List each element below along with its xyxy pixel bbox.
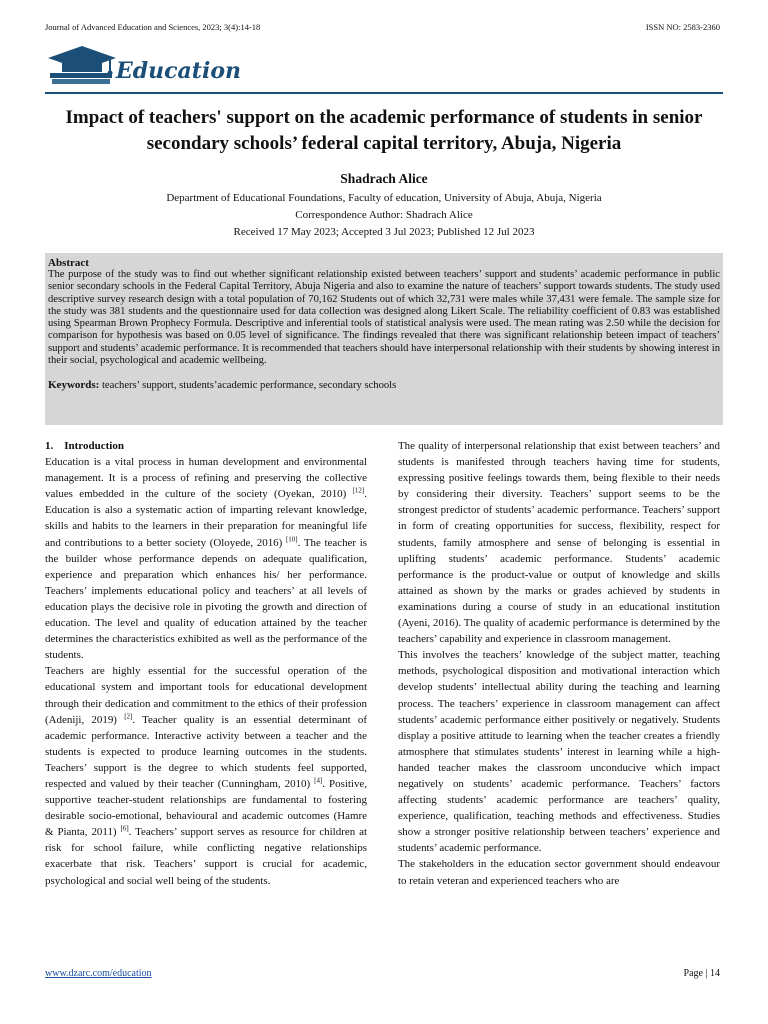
abstract-text: The purpose of the study was to find out whether significant relationship existed between teachers’ support and students’ academic performance in public senior secondary schools in the Federal Capital Territory, Abuja Nigeria and also to examine the nature of teachers’ support towards students. The study used descriptive survey research design with a total population of 70,162 Students out of which 32,731 were males while 37,431 were female. The sample size for the study was 381 students and the questionnaire used for data collection was designed along Likert Scale. The reliability coefficient of 0.83 was established using Spearman Brown Prophecy Formula. Descriptive and inferential tools of statistical analysis were used. The mean rating was 2.50 while the decision for comparison for hypothesis was based on 0.05 level of significance. The findings revealed that there was significant relationship beteen impact of teachers’ support and students’ academic performance. It is recommended that teachers should have interpersonal relationship with their students by showing interest in their social, psychological and academic wellbeing. bbox=[48, 269, 720, 367]
paper-title: Impact of teachers' support on the academic performance of students in senior secondary schools’ federal capital territory, Abuja, Nigeria bbox=[65, 107, 703, 154]
abstract-heading: Abstract bbox=[48, 257, 89, 269]
paragraph: Teachers are highly essential for the successful operation of the educational system and important tools for educational development through their dedication and commitment to the ethics of their profession (Adeniji, 2019) [2]. Teacher quality is an essential determinant of academic performance. Interactive activity between a teacher and the students is expected to produce learning outcomes in the students. Teachers’ support is the degree to which students feel supported, respected and valued by their teacher (Cunningham, 2010) [4]. Positive, supportive teacher-student relationships are fundamental to fostering desirable socio-emotional, behavioural and academic outcomes (Hamre & Pianta, 2011) [6]. Teachers’ support serves as resource for children at risk for school failure, while conflicting negative relationships exacerbate that risk. Teachers’ support is crucial for academic, psychological and social well being of the students. bbox=[45, 665, 368, 887]
issn-number: ISSN NO: 2583-2360 bbox=[645, 22, 720, 32]
section-heading: 1. Introduction bbox=[45, 440, 124, 452]
paragraph: The stakeholders in the education sector government should endeavour to retain veteran and experienced teachers who are bbox=[398, 858, 720, 887]
abstract-box bbox=[45, 253, 723, 425]
paragraph: Education is a vital process in human development and environmental management. It is a process of refining and preserving the collective values embedded in the culture of the society (Oyekan, 2010) [12]. Education is also a systematic action of imparting relevant knowledge, skills and habits to the learners in their preparation for meaningful life and contributions to a better society (Oloyede, 2016) [10]. The teacher is the builder whose performance depends on adequate qualification, experience and preparation which enhances his/ her performance. Teachers’ implements educational policy and teachers’ at all levels of education plays the decisive role in pivoting the growth and direction of education. The level and quality of education attained by the teacher determines the characteristics exhibited as well as the performance of the students. bbox=[45, 456, 367, 662]
left-column bbox=[45, 438, 367, 889]
citation-ref[interactable]: [4] bbox=[314, 776, 323, 785]
keywords-list: teachers’ support, students’academic performance, secondary schools bbox=[101, 380, 397, 392]
citation-ref[interactable]: [10] bbox=[285, 534, 298, 543]
keywords-line bbox=[48, 379, 720, 391]
author-name: Shadrach Alice bbox=[340, 171, 428, 186]
citation-ref[interactable]: [2] bbox=[124, 711, 133, 720]
affiliation: Department of Educational Foundations, Faculty of education, University of Abuja, Abuja, Nigeria bbox=[166, 192, 602, 204]
journal-citation: Journal of Advanced Education and Sciences, 2023; 3(4):14-18 bbox=[45, 22, 261, 32]
paragraph: This involves the teachers’ knowledge of the subject matter, teaching methods, psychological disposition and motivational interaction which develop students’ intellectual ability during the teaching and learning process. The teachers’ experience in classroom management can affect students’ academic performance either positively or negatively. Students display a positive attitude to learning when the teacher creates a friendly atmosphere that stimulates students’ interest in learning while a high-handed teacher makes the classroom unconducive which impact negatively on students’ academic performance. Teachers’ factors affecting students’ academic performance are teachers’ quality, experience, qualification, teaching methods and effectiveness. Studies show a stronger positive relationship between teachers’ experience and students’ academic performance. bbox=[398, 649, 720, 855]
publication-dates: Received 17 May 2023; Accepted 3 Jul 2023; Published 12 Jul 2023 bbox=[233, 226, 535, 238]
paragraph: The quality of interpersonal relationship that exist between teachers’ and students is manifested through teachers having time for students, expressing positive feelings towards them, being flexible to their needs by considering their diversity. Teachers’ support seems to be the strongest predictor of students’ academic performance. Teachers’ support in form of creating opportunities for success, flexibility, respect for students, family atmosphere and sense of belonging is essential in uplifting students’ academic performance. Students’ academic performance is the product-value or output of knowledge and skills attained as shown by the marks or grades achieved by students in examinations during a course of study in an educational institution (Ayeni, 2016). The quality of academic performance is determined by the teachers’ capability and experience in classroom management. bbox=[398, 440, 720, 646]
correspondence: Correspondence Author: Shadrach Alice bbox=[295, 209, 473, 221]
journal-url-link[interactable]: www.dzarc.com/education bbox=[45, 968, 152, 979]
graduation-cap-icon bbox=[48, 46, 116, 84]
header-rule bbox=[45, 92, 723, 94]
right-column bbox=[398, 438, 720, 889]
logo-wordmark: Education bbox=[116, 58, 241, 84]
citation-ref[interactable]: [6] bbox=[120, 824, 129, 833]
page-number: Page | 14 bbox=[683, 968, 720, 979]
citation-ref[interactable]: [12] bbox=[352, 486, 365, 495]
keywords-label: Keywords: bbox=[48, 379, 100, 392]
